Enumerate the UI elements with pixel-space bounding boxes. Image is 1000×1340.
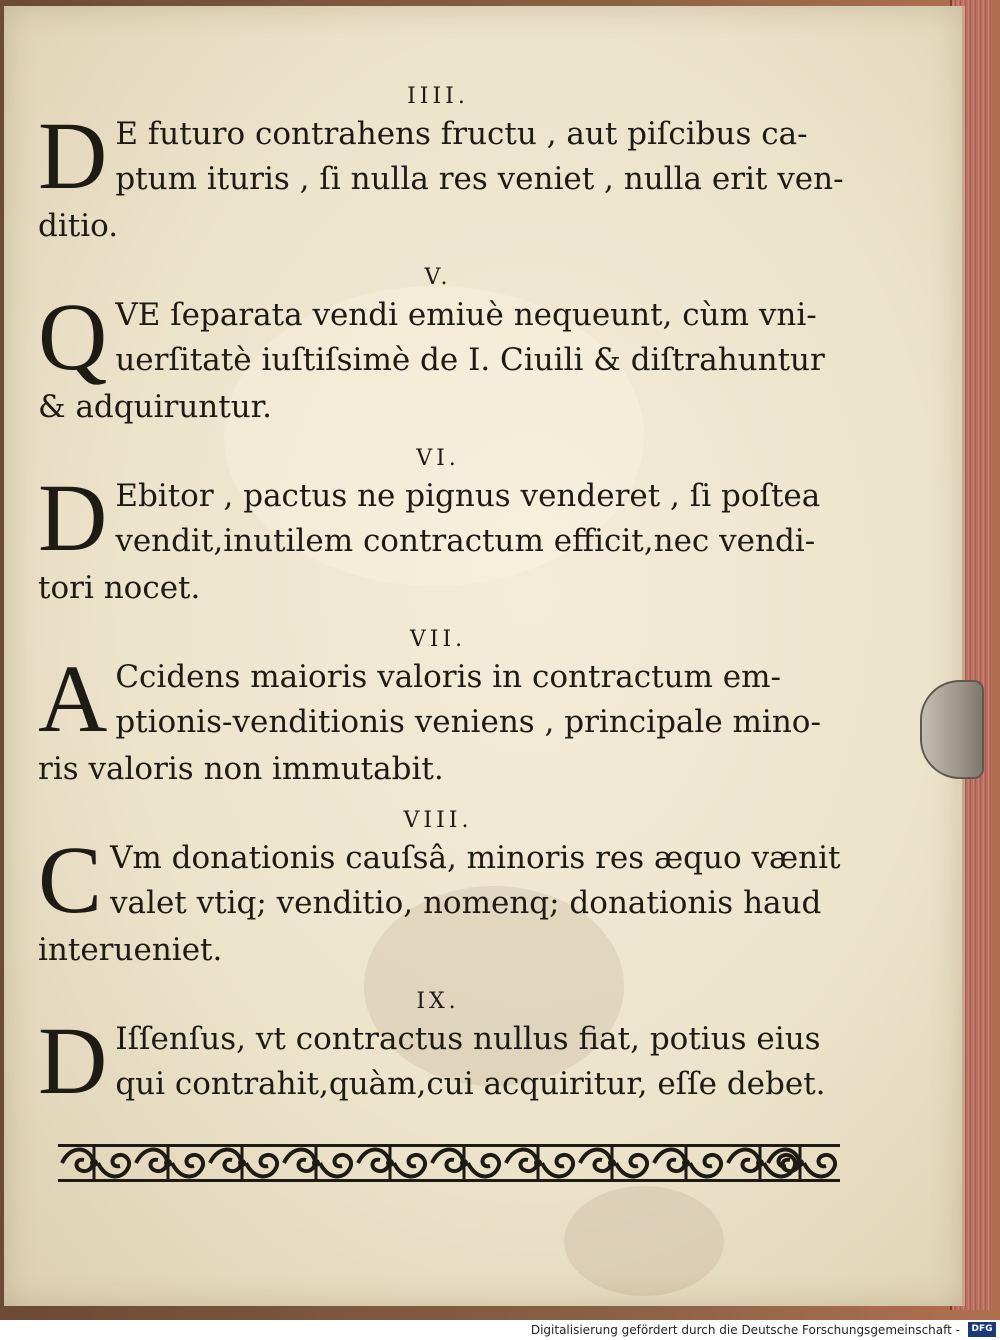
drop-initial: D bbox=[38, 464, 106, 571]
footer-credit: Digitalisierung gefördert durch die Deutsche Forschungsgemeinschaft - bbox=[530, 1323, 960, 1337]
text-line: E futuro contrahens fructu , aut piſcibus ca- bbox=[115, 116, 808, 152]
dfg-logo: DFG bbox=[968, 1322, 996, 1337]
text-line: Vm donationis cauſsâ, minoris res æquo vænit bbox=[110, 840, 841, 876]
section-paragraph bbox=[38, 645, 838, 792]
drop-initial: A bbox=[38, 645, 106, 752]
section-5 bbox=[38, 263, 838, 430]
section-paragraph bbox=[38, 283, 838, 430]
text-line: Iſſenſus, vt contractus nullus fiat, potius eius bbox=[115, 1021, 821, 1057]
text-line: ris valoris non immutabit. bbox=[38, 751, 444, 787]
section-6 bbox=[38, 444, 838, 611]
drop-initial: C bbox=[38, 826, 101, 933]
text-line: Ebitor , pactus ne pignus venderet , ſi poſtea bbox=[115, 478, 821, 514]
section-paragraph bbox=[38, 102, 844, 249]
section-number: IIII. bbox=[407, 84, 469, 109]
ornamental-border bbox=[58, 1140, 840, 1186]
text-block bbox=[38, 82, 844, 1121]
text-line: VE ſeparata vendi emiuè nequeunt, cùm vni- bbox=[115, 297, 817, 333]
text-line: ptum ituris , ſi nulla res veniet , nulla erit ven- bbox=[115, 161, 844, 197]
text-line: & adquiruntur. bbox=[38, 389, 272, 425]
text-line: ditio. bbox=[38, 208, 119, 244]
section-paragraph bbox=[38, 826, 841, 973]
section-number: VII. bbox=[409, 627, 467, 652]
page-clip bbox=[920, 680, 984, 779]
section-number: VIII. bbox=[403, 808, 473, 833]
section-4 bbox=[38, 82, 844, 249]
section-paragraph bbox=[38, 464, 838, 611]
section-number: IX. bbox=[416, 989, 460, 1014]
section-number: VI. bbox=[416, 446, 460, 471]
digitization-footer bbox=[0, 1320, 1000, 1340]
text-line: tori nocet. bbox=[38, 570, 201, 606]
text-line: valet vtiq; venditio, nomenq; donationis haud bbox=[110, 885, 822, 921]
section-8 bbox=[38, 806, 841, 973]
text-line: qui contrahit,quàm,cui acquiritur, eſſe debet. bbox=[115, 1066, 826, 1102]
text-line: interueniet. bbox=[38, 932, 223, 968]
section-7 bbox=[38, 625, 838, 792]
paper-stain bbox=[564, 1186, 724, 1296]
text-line: vendit,inutilem contractum efficit,nec vendi- bbox=[115, 523, 816, 559]
text-line: ptionis-venditionis veniens , principale mino- bbox=[115, 704, 821, 740]
section-paragraph bbox=[38, 1007, 838, 1114]
text-line: Ccidens maioris valoris in contractum em- bbox=[115, 659, 781, 695]
section-number: V. bbox=[424, 265, 452, 290]
text-line: uerſitatè iuſtiſsimè de I. Ciuili & diſtrahuntur bbox=[115, 342, 825, 378]
drop-initial: D bbox=[38, 1007, 106, 1114]
drop-initial: D bbox=[38, 102, 106, 209]
drop-initial: Q bbox=[38, 283, 106, 390]
section-9 bbox=[38, 987, 838, 1114]
